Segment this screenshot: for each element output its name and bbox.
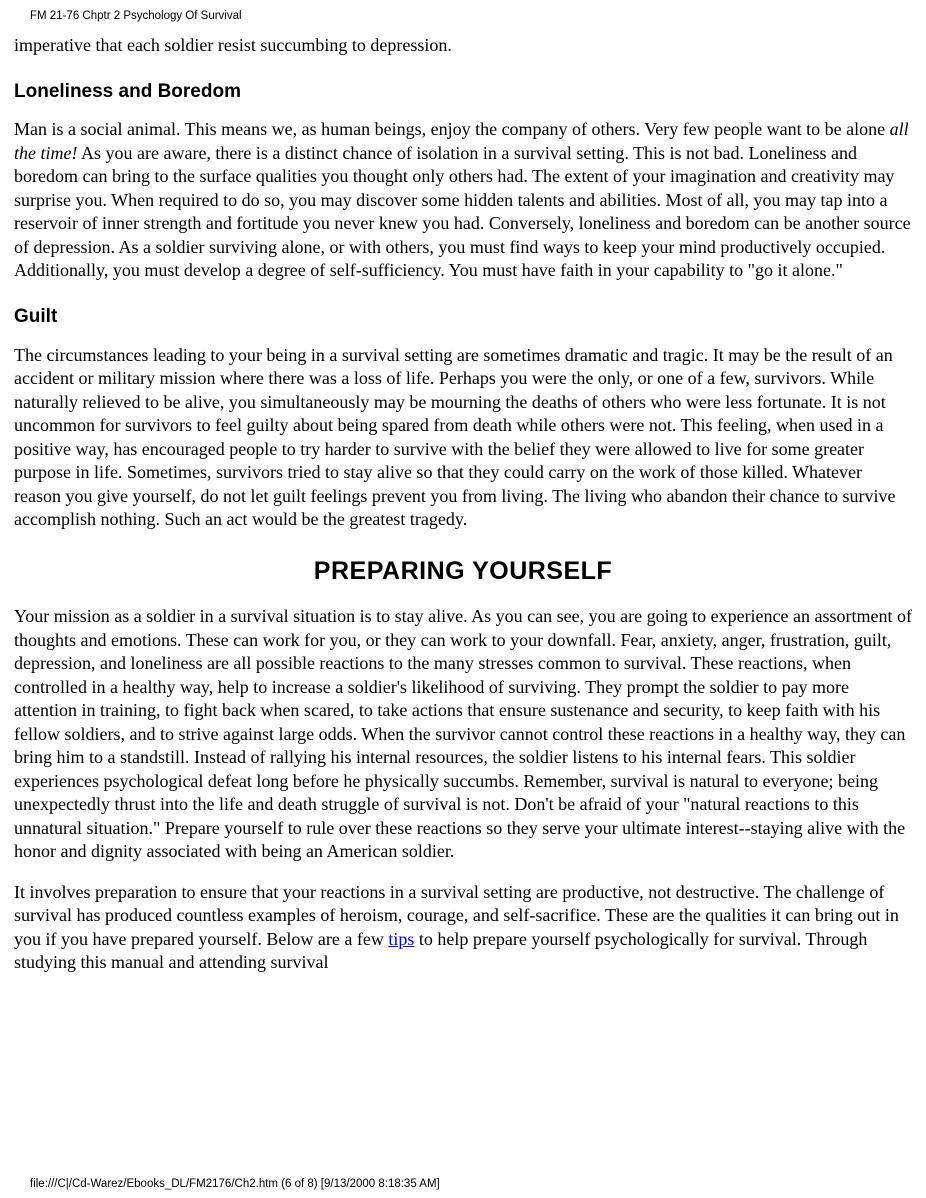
paragraph-guilt: The circumstances leading to your being in a survival setting are sometimes dramatic and tragic. It may be the result of an accident or military mission where there was a loss of life. Perhaps you were the only, or one of a few, survivors. While naturally relieved to be alive, you simultaneously may be mourning the deaths of others who were less fortunate. It is not uncommon for survivors to feel guilty about being spared from death while others were not. This feeling, when used in a positive way, has encouraged people to try harder to survive with the belief they were allowed to live for some greater purpose in life. Sometimes, survivors tried to stay alive so that they could carry on the work of those killed. Whatever reason you give yourself, do not let guilt feelings prevent you from living. The living who abandon their chance to survive accomplish nothing. Such an act would be the greatest tragedy.	[14, 344, 896, 530]
emphasis-all-the-time: all the time!	[14, 119, 909, 163]
document-content	[14, 34, 912, 992]
paragraph-preparing: Your mission as a soldier in a survival situation is to stay alive. As you can see, you are going to experience an assortment of thoughts and emotions. These can work for you, or they can work to your downfall. Fear, anxiety, anger, frustration, guilt, depression, and loneliness are all possible reactions to the many stresses common to survival. These reactions, when controlled in a healthy way, help to increase a soldier's likelihood of surviving. They prompt the soldier to pay more attention in training, to fight back when scared, to take actions that ensure sustenance and security, to keep faith with his fellow soldiers, and to strive against large odds. When the survivor cannot control these reactions in a healthy way, they can bring him to a standstill. Instead of rallying his internal resources, the soldier listens to his internal fears. This soldier experiences psychological defeat long before he physically succumbs. Remember, survival is natural to everyone; being unexpectedly thrust into the life and death struggle of survival is not. Don't be afraid of your "natural reactions to this unnatural situation." Prepare yourself to rule over these reactions so they serve your ultimate interest--staying alive with the honor and dignity associated with being an American soldier.	[14, 606, 912, 862]
heading-guilt: Guilt	[14, 305, 58, 327]
paragraph-tips-part2: to help prepare yourself psychologically for survival. Through studying this manual and attending survival	[14, 928, 868, 973]
heading-preparing-yourself: PREPARING YOURSELF	[313, 556, 613, 585]
paragraph-tips-part1: It involves preparation to ensure that your reactions in a survival setting are productive, not destructive. The challenge of survival has produced countless examples of heroism, courage, and self-sacrifice. These are the qualities it can bring out in you if you have prepared yourself. Below are a few	[14, 881, 899, 949]
paragraph-loneliness-part2: As you are aware, there is a distinct chance of isolation in a survival setting. This is not bad. Loneliness and boredom can bring to the surface qualities you thought only others had. The extent of your imagination and creativity may surprise you. When required to do so, you may discover some hidden talents and abilities. Most of all, you may tap into a reservoir of inner strength and fortitude you never knew you had. Conversely, loneliness and boredom can be another source of depression. As a soldier surviving alone, or with others, you must find ways to keep your mind productively occupied. Additionally, you must develop a degree of self-sufficiency. You must have faith in your capability to "go it alone."	[14, 142, 911, 281]
running-header: FM 21-76 Chptr 2 Psychology Of Survival	[30, 10, 242, 22]
heading-loneliness-and-boredom: Loneliness and Boredom	[14, 80, 241, 102]
paragraph-loneliness-part1: Man is a social animal. This means we, as human beings, enjoy the company of others. Very few people want to be alone	[14, 119, 890, 140]
running-footer: file:///C|/Cd-Warez/Ebooks_DL/FM2176/Ch2.htm (6 of 8) [9/13/2000 8:18:35 AM]	[30, 1178, 440, 1190]
paragraph-tips	[14, 881, 912, 975]
paragraph-loneliness	[14, 118, 912, 283]
paragraph-intro-fragment: imperative that each soldier resist succumbing to depression.	[14, 35, 452, 55]
tips-link[interactable]: tips	[388, 928, 415, 949]
